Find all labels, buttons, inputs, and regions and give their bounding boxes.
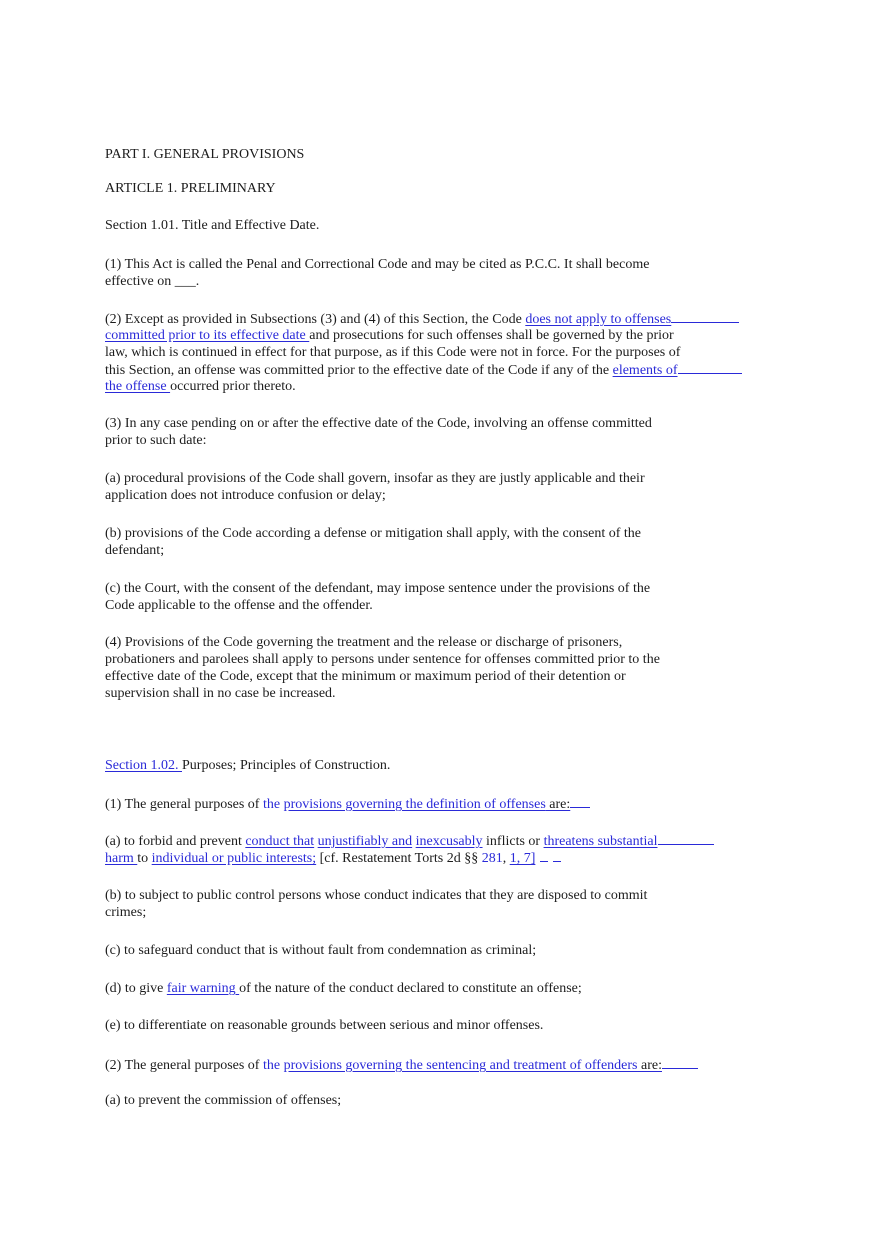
section-1-02-paragraph-1: (1) The general purposes of the provisions governing the definition of offenses are: (105, 795, 745, 812)
link-underline-dash (540, 849, 548, 862)
section-1-02-paragraph-1c: (c) to safeguard conduct that is without fault from condemnation as criminal; (105, 943, 537, 958)
link-the-offense[interactable]: the offense (105, 379, 171, 394)
section-1-02-paragraph-2a: (a) to prevent the commission of offenses; (105, 1093, 342, 1108)
link-does-not-apply[interactable]: does not apply to offenses (525, 312, 672, 327)
section-1-01-paragraph-4: (4) Provisions of the Code governing the treatment and the release or discharge of prisoners, probationers and parolees shall apply to persons under sentence for offenses committed prior to the effective date of the Code, except that the minimum or maximum period of their detention or supervision shall in no case be increased. (105, 635, 660, 701)
link-committed-prior[interactable]: committed prior to its effective date (105, 328, 310, 343)
link-elements-of[interactable]: elements of (612, 363, 678, 378)
link-inexcusably[interactable]: inexcusably (415, 834, 483, 849)
section-1-02-paragraph-1e: (e) to differentiate on reasonable grounds between serious and minor offenses. (105, 1018, 544, 1033)
section-1-01-heading: Section 1.01. Title and Effective Date. (105, 218, 320, 233)
link-fair-warning[interactable]: fair warning (166, 981, 240, 996)
link-provisions-sentencing[interactable]: provisions governing the sentencing and treatment of offenders (283, 1058, 638, 1073)
section-1-02-paragraph-2: (2) The general purposes of the provisions governing the sentencing and treatment of offenders are: (105, 1056, 745, 1073)
section-1-01-paragraph-3a: (a) procedural provisions of the Code shall govern, insofar as they are justly applicable and their application does not introduce confusion or delay; (105, 471, 645, 503)
article-heading: ARTICLE 1. PRELIMINARY (105, 181, 276, 196)
link-harm[interactable]: harm (105, 851, 138, 866)
link-underline-trail (671, 310, 739, 323)
link-unjustifiably[interactable]: unjustifiably and (317, 834, 413, 849)
link-conduct-that[interactable]: conduct that (245, 834, 315, 849)
section-1-02-heading: Section 1.02. Purposes; Principles of Construction. (105, 758, 391, 773)
link-individual-public-interests[interactable]: individual or public interests; (151, 851, 317, 866)
section-1-01-paragraph-3: (3) In any case pending on or after the effective date of the Code, involving an offense committed prior to such date: (105, 416, 652, 448)
section-1-02-paragraph-1d: (d) to give fair warning of the nature of the conduct declared to constitute an offense; (105, 981, 582, 996)
ref-1-7[interactable]: 1, 7] (509, 851, 536, 866)
link-underline-trail (662, 1056, 698, 1069)
ref-281[interactable]: 281 (481, 851, 503, 866)
section-1-01-paragraph-1: (1) This Act is called the Penal and Correctional Code and may be cited as P.C.C. It shall become effective on ___. (105, 257, 650, 289)
part-heading: PART I. GENERAL PROVISIONS (105, 147, 305, 162)
link-threatens-substantial[interactable]: threatens substantial (543, 834, 658, 849)
section-1-02-paragraph-1a: (a) to forbid and prevent conduct that unjustifiably and inexcusably inflicts or threatens substantial harm to individual or public interests; [cf. Restatement Torts 2d §§ 281, 1, 7] (105, 832, 745, 866)
link-underline-dash (553, 849, 561, 862)
link-underline-trail (678, 361, 742, 374)
link-underline-trail (570, 795, 590, 808)
section-1-02-paragraph-1b: (b) to subject to public control persons whose conduct indicates that they are disposed to commit crimes; (105, 888, 648, 920)
link-provisions-definition[interactable]: provisions governing the definition of offenses (283, 797, 546, 812)
section-1-01-paragraph-3c: (c) the Court, with the consent of the defendant, may impose sentence under the provisions of the Code applicable to the offense and the offender. (105, 581, 651, 613)
section-1-01-paragraph-2: (2) Except as provided in Subsections (3) and (4) of this Section, the Code does not apply to offenses committed prior to its effective date and prosecutions for such offenses shall be governed by the prior law, which is continued in effect for that purpose, as if this Code were not in force. For the purposes of this Section, an offense was committed prior to the effective date of the Code if any of the elements of the offense occurred prior thereto. (105, 310, 745, 395)
link-underline-trail (658, 832, 714, 845)
link-section-1-02[interactable]: Section 1.02. (105, 758, 182, 773)
section-1-01-paragraph-3b: (b) provisions of the Code according a defense or mitigation shall apply, with the consent of the defendant; (105, 526, 642, 558)
